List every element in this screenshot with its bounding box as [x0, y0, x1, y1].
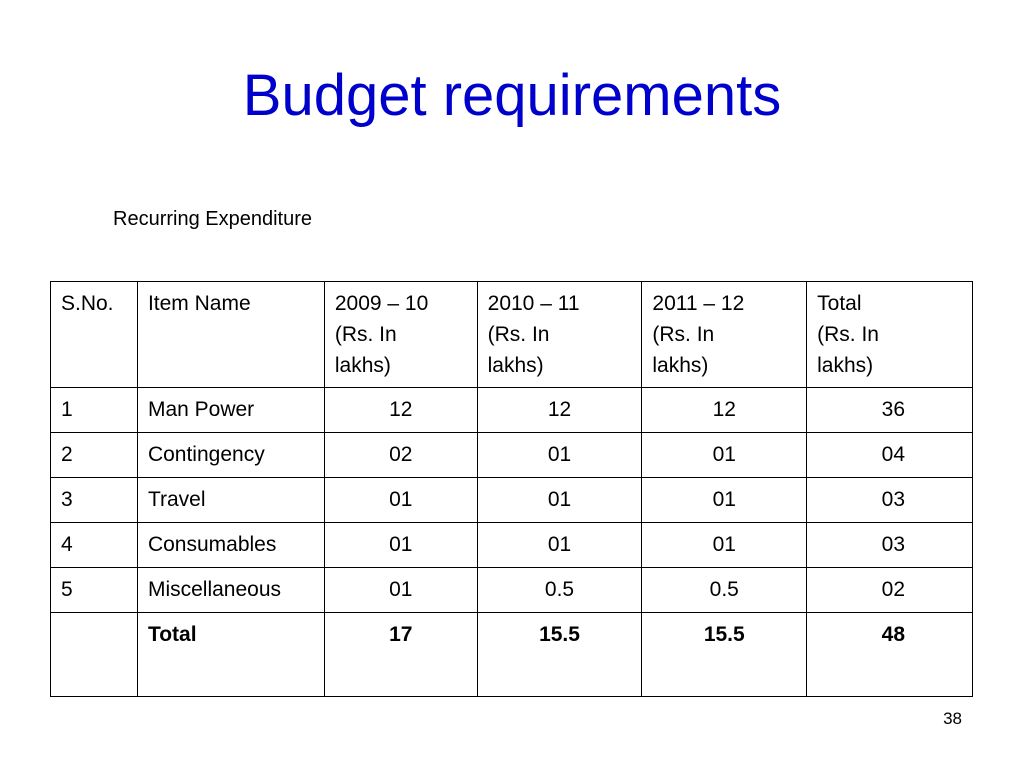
- cell-item: Consumables: [137, 523, 324, 568]
- table-row: [51, 568, 973, 613]
- cell-2010-11: 01: [477, 433, 642, 478]
- cell-sno: [51, 613, 138, 697]
- cell-2010-11: 15.5: [477, 613, 642, 697]
- cell-2011-12: 01: [642, 523, 807, 568]
- cell-2009-10: 17: [324, 613, 477, 697]
- table-total-row: [51, 613, 973, 697]
- slide-title: Budget requirements: [242, 63, 782, 128]
- cell-2011-12: 15.5: [642, 613, 807, 697]
- table-caption: Recurring Expenditure: [113, 208, 312, 230]
- header-total: Total (Rs. In lakhs): [807, 282, 973, 388]
- budget-table: [50, 281, 973, 697]
- page-number: 38: [943, 709, 962, 728]
- cell-2011-12: 0.5: [642, 568, 807, 613]
- cell-item: Man Power: [137, 388, 324, 433]
- table-row: [51, 388, 973, 433]
- cell-total: 03: [807, 478, 973, 523]
- cell-2011-12: 01: [642, 478, 807, 523]
- header-2009-10: 2009 – 10 (Rs. In lakhs): [324, 282, 477, 388]
- table-row: [51, 523, 973, 568]
- cell-2009-10: 01: [324, 478, 477, 523]
- cell-2011-12: 12: [642, 388, 807, 433]
- cell-sno: 1: [51, 388, 138, 433]
- header-2010-11: 2010 – 11 (Rs. In lakhs): [477, 282, 642, 388]
- cell-2010-11: 0.5: [477, 568, 642, 613]
- cell-sno: 4: [51, 523, 138, 568]
- header-2011-12: 2011 – 12 (Rs. In lakhs): [642, 282, 807, 388]
- cell-2009-10: 12: [324, 388, 477, 433]
- cell-total: 36: [807, 388, 973, 433]
- table-row: [51, 433, 973, 478]
- table-header-row: [51, 282, 973, 388]
- cell-item: Travel: [137, 478, 324, 523]
- cell-2009-10: 01: [324, 568, 477, 613]
- cell-sno: 3: [51, 478, 138, 523]
- cell-2010-11: 01: [477, 523, 642, 568]
- cell-2010-11: 01: [477, 478, 642, 523]
- cell-total: 04: [807, 433, 973, 478]
- cell-item: Total: [137, 613, 324, 697]
- header-sno: S.No.: [51, 282, 138, 388]
- cell-2009-10: 01: [324, 523, 477, 568]
- cell-total: 48: [807, 613, 973, 697]
- cell-sno: 2: [51, 433, 138, 478]
- cell-2009-10: 02: [324, 433, 477, 478]
- cell-sno: 5: [51, 568, 138, 613]
- table-row: [51, 478, 973, 523]
- cell-total: 03: [807, 523, 973, 568]
- cell-total: 02: [807, 568, 973, 613]
- cell-2010-11: 12: [477, 388, 642, 433]
- cell-2011-12: 01: [642, 433, 807, 478]
- cell-item: Miscellaneous: [137, 568, 324, 613]
- cell-item: Contingency: [137, 433, 324, 478]
- header-item-name: Item Name: [137, 282, 324, 388]
